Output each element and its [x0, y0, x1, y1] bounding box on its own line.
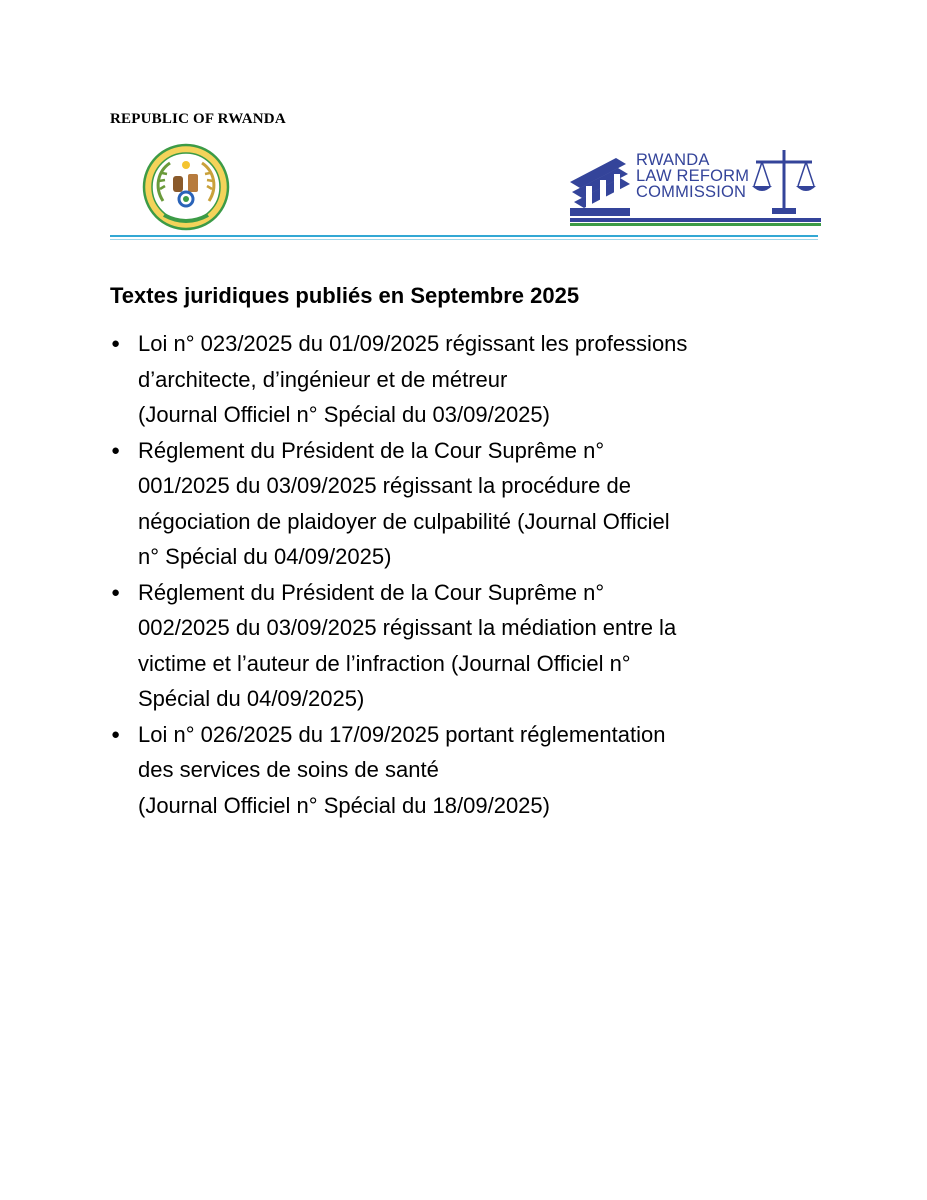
list-item: [110, 326, 830, 433]
logo-text: [636, 152, 749, 200]
item-line: d’architecte, d’ingénieur et de métreur: [138, 366, 508, 392]
logo-line-2: LAW REFORM: [636, 167, 750, 185]
item-line: n° Spécial du 04/09/2025): [138, 544, 392, 569]
item-line: Loi n° 026/2025 du 17/09/2025 portant réglementation: [138, 721, 666, 747]
header-divider: [110, 235, 818, 237]
list-item: [110, 433, 830, 575]
list-item: [110, 575, 830, 717]
item-line: 001/2025 du 03/09/2025 régissant la procédure de: [138, 473, 631, 498]
legal-texts-list: [110, 326, 830, 823]
item-line: (Journal Officiel n° Spécial du 18/09/2025): [138, 792, 550, 818]
rwanda-coat-of-arms-icon: [140, 143, 232, 235]
header-divider-thin: [110, 239, 818, 240]
bullet-icon: ●: [111, 441, 121, 459]
logo-line-3: COMMISSION: [636, 183, 747, 201]
item-line: victime et l’auteur de l’infraction (Journal Officiel n°: [138, 650, 631, 676]
item-line: des services de soins de santé: [138, 757, 439, 782]
item-line: négociation de plaidoyer de culpabilité (Journal Officiel: [138, 508, 670, 534]
bullet-icon: ●: [111, 725, 121, 743]
logo-line-1: RWANDA: [636, 151, 710, 169]
bullet-icon: ●: [111, 335, 121, 352]
page-title: Textes juridiques publiés en Septembre 2025: [110, 283, 580, 308]
item-line: Loi n° 023/2025 du 01/09/2025 régissant les professions: [138, 331, 688, 356]
item-line: 002/2025 du 03/09/2025 régissant la médiation entre la: [138, 615, 677, 640]
item-line: Réglement du Président de la Cour Suprême n°: [138, 437, 605, 463]
list-item: [110, 717, 830, 824]
item-line: Spécial du 04/09/2025): [138, 686, 365, 711]
item-line: (Journal Officiel n° Spécial du 03/09/2025): [138, 402, 550, 427]
rwanda-law-reform-commission-logo: [566, 146, 821, 228]
bullet-icon: ●: [111, 583, 121, 601]
item-line: Réglement du Président de la Cour Suprême n°: [138, 579, 605, 605]
republic-heading: REPUBLIC OF RWANDA: [110, 111, 286, 127]
